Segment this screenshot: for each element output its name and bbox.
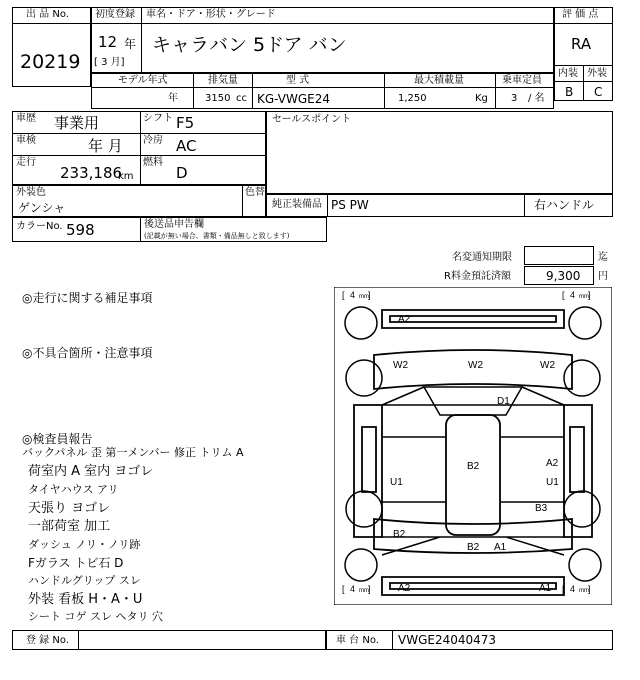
fuel-value: D xyxy=(176,164,188,182)
model-year-label: モデル年式 xyxy=(118,75,168,86)
svg-text:4: 4 xyxy=(570,584,576,594)
svg-text:]: ] xyxy=(588,290,591,300)
first-registration-month: [ 3 月] xyxy=(94,57,125,68)
chassis-number-value: VWGE24040473 xyxy=(398,633,497,647)
aircon-label: 冷房 xyxy=(143,135,163,146)
capacity-value: 3 xyxy=(511,93,518,104)
handle-value: 右ハンドル xyxy=(534,198,595,212)
shift-value: F5 xyxy=(176,114,195,132)
inspector-line: シート コゲ スレ ヘタリ 穴 xyxy=(28,610,163,623)
lot-number: 20219 xyxy=(20,51,81,73)
car-name: キャラバン 5ドア バン xyxy=(152,34,347,56)
exterior-score: C xyxy=(594,85,603,99)
first-registration-year: 12 xyxy=(98,33,118,51)
svg-text:]: ] xyxy=(368,290,371,300)
displacement-value: 3150 xyxy=(205,93,231,104)
name-change-unit: 迄 xyxy=(598,252,608,263)
inspection-label: 車検 xyxy=(16,135,36,146)
shift-label: シフト xyxy=(143,113,173,124)
max-load-unit: Kg xyxy=(475,93,488,104)
color-number-value: 598 xyxy=(66,221,95,239)
recycle-value: 9,300 xyxy=(546,269,581,283)
damage-mark: A2 xyxy=(398,583,411,594)
damage-mark: B2 xyxy=(467,542,480,553)
svg-text:[: [ xyxy=(342,290,345,300)
model-year-unit: 年 xyxy=(168,93,178,104)
svg-text:4: 4 xyxy=(350,584,356,594)
displacement-label: 排気量 xyxy=(208,75,238,86)
svg-text:4: 4 xyxy=(350,290,356,300)
details-box xyxy=(12,111,266,185)
mileage-unit: km xyxy=(118,171,134,182)
damage-mark: U1 xyxy=(546,477,559,488)
vehicle-damage-diagram xyxy=(334,287,612,605)
mileage-value: 233,186 xyxy=(60,164,123,182)
inspector-line: バックパネル 歪 第一メンバー 修正 トリム A xyxy=(22,446,244,459)
equipment-label: 純正装備品 xyxy=(272,199,322,210)
fuel-label: 燃料 xyxy=(143,157,163,168)
inspector-line: 天張り ヨゴレ xyxy=(28,501,111,516)
damage-mark: U1 xyxy=(390,477,403,488)
interior-label: 内装 xyxy=(558,68,578,79)
svg-text:4: 4 xyxy=(570,290,576,300)
damage-mark: D1 xyxy=(497,396,510,407)
recycle-unit: 円 xyxy=(598,271,608,282)
grade-label: 評 価 点 xyxy=(562,9,599,20)
damage-mark: B2 xyxy=(393,529,406,540)
inspection-value: 年 月 xyxy=(88,137,123,155)
driving-notes-label: ◎走行に関する補足事項 xyxy=(22,291,153,305)
exterior-label: 外装 xyxy=(587,68,607,79)
lot-number-label: 出 品 No. xyxy=(26,9,69,20)
mileage-label: 走行 xyxy=(16,157,36,168)
registration-number-label: 登 録 No. xyxy=(26,635,69,646)
name-change-field xyxy=(524,246,594,265)
svg-text:]: ] xyxy=(368,584,371,594)
interior-score: B xyxy=(565,85,574,99)
inspector-line: 外装 看板 H・A・U xyxy=(28,592,143,607)
inspector-line: Fガラス トビ石 D xyxy=(28,556,124,570)
damage-mark: A1 xyxy=(539,583,552,594)
svg-text:mm: mm xyxy=(579,588,589,594)
max-load-label: 最大積載量 xyxy=(414,75,464,86)
car-name-header: 車名・ドア・形状・グレード xyxy=(146,9,276,20)
damage-mark: B2 xyxy=(467,461,480,472)
first-registration-label: 初度登録 xyxy=(95,9,135,20)
svg-text:mm: mm xyxy=(359,294,369,300)
model-code-label: 型 式 xyxy=(286,75,310,86)
svg-text:[: [ xyxy=(562,290,565,300)
sales-points-label: セールスポイント xyxy=(272,114,352,125)
inspector-line: 荷室内 A 室内 ヨゴレ xyxy=(28,464,154,479)
name-change-label: 名変通知期限 xyxy=(452,252,512,263)
color-change-label: 色替 xyxy=(245,187,265,198)
max-load-value: 1,250 xyxy=(398,93,427,104)
history-label: 車歴 xyxy=(16,113,36,124)
recycle-label: R料金預託済額 xyxy=(444,271,511,282)
aircon-value: AC xyxy=(176,137,197,155)
aftermarket-label: 後送品申告欄 xyxy=(144,219,204,230)
color-value: ゲンシャ xyxy=(18,201,66,215)
damage-mark: W2 xyxy=(540,360,555,371)
equipment-value: PS PW xyxy=(331,198,369,212)
inspector-line: タイヤハウス アリ xyxy=(28,483,119,496)
inspector-line: ハンドルグリップ スレ xyxy=(28,574,141,587)
grade-value: RA xyxy=(571,35,592,53)
aftermarket-note: (記載が無い場合、書類・備品無しと致します) xyxy=(144,232,290,240)
damage-mark: W2 xyxy=(468,360,483,371)
model-code: KG-VWGE24 xyxy=(257,92,331,106)
color-label: 外装色 xyxy=(16,187,46,198)
damage-mark: B3 xyxy=(535,503,548,514)
svg-text:[: [ xyxy=(562,584,565,594)
svg-text:mm: mm xyxy=(579,294,589,300)
capacity-label: 乗車定員 xyxy=(502,75,542,86)
inspector-report-label: ◎検査員報告 xyxy=(22,432,93,446)
defects-label: ◎不具合箇所・注意事項 xyxy=(22,346,153,360)
color-number-label: カラーNo. xyxy=(16,221,63,232)
inspector-line: ダッシュ ノリ・ノリ跡 xyxy=(28,538,141,551)
displacement-unit: cc xyxy=(236,93,247,104)
capacity-unit: / 名 xyxy=(528,93,545,104)
svg-text:[: [ xyxy=(342,584,345,594)
inspector-line: 一部荷室 加工 xyxy=(28,519,111,534)
damage-mark: A2 xyxy=(546,458,559,469)
damage-mark: W2 xyxy=(393,360,408,371)
damage-mark: A1 xyxy=(494,542,507,553)
damage-mark: A2 xyxy=(398,314,411,325)
year-unit: 年 xyxy=(124,37,137,51)
svg-text:mm: mm xyxy=(359,588,369,594)
svg-text:]: ] xyxy=(588,584,591,594)
history-value: 事業用 xyxy=(54,114,100,132)
chassis-number-label: 車 台 No. xyxy=(336,635,379,646)
